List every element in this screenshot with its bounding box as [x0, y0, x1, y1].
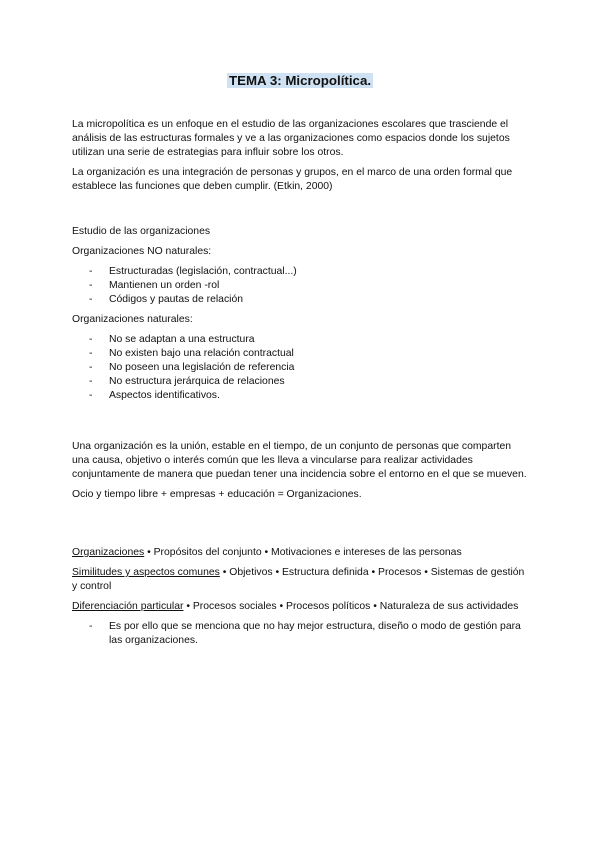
estudio-heading: Estudio de las organizaciones: [72, 226, 211, 237]
formula-paragraph: Ocio y tiempo libre + empresas + educación = Organizaciones.: [72, 489, 362, 500]
concepto-label: Diferenciación particular: [72, 601, 184, 612]
concepto-text: • Propósitos del conjunto • Motivaciones e intereses de las personas: [144, 547, 462, 558]
concepto-label: Similitudes y aspectos comunes: [72, 567, 220, 578]
list-item: - Códigos y pautas de relación: [72, 293, 528, 307]
intro-paragraph-2: La organización es una integración de personas y grupos, en el marco de una orden formal que establece las funciones que deben cumplir. (Etkin, 2000): [72, 167, 513, 192]
page-title: [0, 74, 600, 88]
list-item: - No poseen una legislación de referencia: [72, 361, 528, 375]
naturales-list: [72, 333, 528, 403]
title-text: TEMA 3: Micropolítica.: [228, 73, 372, 88]
concepto-organizaciones: [72, 546, 528, 560]
definicion-section: [72, 440, 528, 502]
intro-section: [72, 118, 528, 194]
concepto-label: Organizaciones: [72, 547, 145, 558]
naturales-label: Organizaciones naturales:: [72, 314, 193, 325]
estudio-section: [72, 225, 528, 403]
conceptos-section: [72, 546, 528, 648]
concepto-text: • Procesos sociales • Procesos políticos • Naturaleza de sus actividades: [183, 601, 519, 612]
concepto-text: • Objetivos • Estructura definida • Procesos • Sistemas de gestión y control: [72, 567, 525, 592]
list-item: - Estructuradas (legislación, contractual...): [72, 265, 528, 279]
intro-paragraph-1: La micropolítica es un enfoque en el estudio de las organizaciones escolares que trasciende el análisis de las estructuras formales y ve a las organizaciones como espacios donde los sujetos utilizan una serie de estrategias para influir sobre los otros.: [72, 119, 510, 158]
concepto-similitudes: [72, 566, 528, 594]
list-item: - Es por ello que se menciona que no hay mejor estructura, diseño o modo de gestión para las organizaciones.: [72, 620, 528, 648]
list-item: - No estructura jerárquica de relaciones: [72, 375, 528, 389]
conclusion-list: [72, 620, 528, 648]
no-naturales-label: Organizaciones NO naturales:: [72, 246, 212, 257]
list-item: - No se adaptan a una estructura: [72, 333, 528, 347]
list-item: - No existen bajo una relación contractual: [72, 347, 528, 361]
concepto-diferenciacion: [72, 600, 528, 614]
no-naturales-list: [72, 265, 528, 307]
definicion-paragraph: Una organización es la unión, estable en el tiempo, de un conjunto de personas que comparten una causa, objetivo o interés común que les lleva a vincularse para realizar actividades conjuntamente de manera que puedan tener una incidencia sobre el entorno en el que se mueven.: [72, 441, 527, 480]
list-item: - Aspectos identificativos.: [72, 389, 528, 403]
list-item: - Mantienen un orden -rol: [72, 279, 528, 293]
